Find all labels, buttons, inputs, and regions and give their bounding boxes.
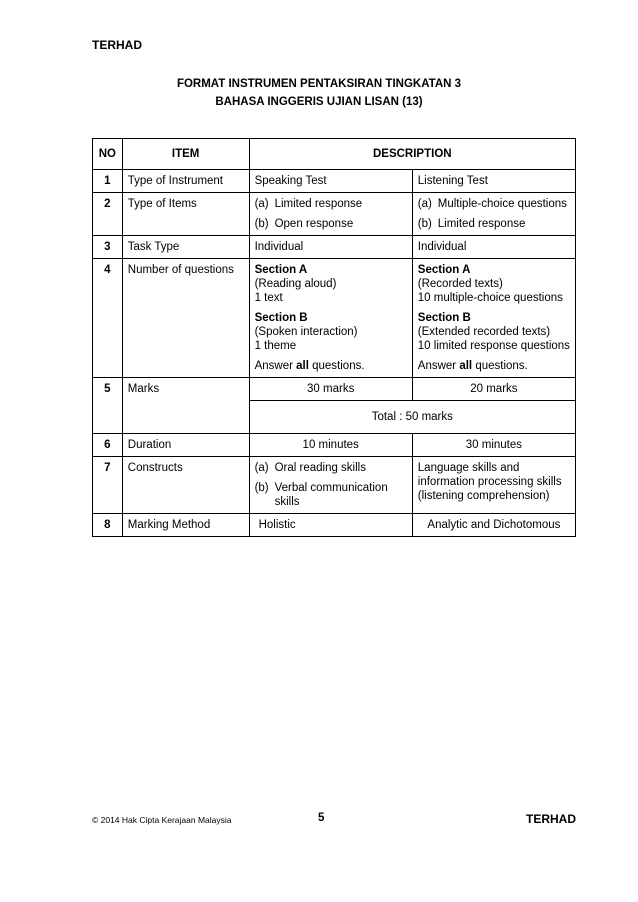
- row-speaking: [249, 193, 412, 236]
- row-item: Duration: [122, 434, 249, 457]
- row-number: 7: [93, 457, 123, 514]
- row-speaking: 10 minutes: [249, 434, 412, 457]
- row-number: 1: [93, 170, 123, 193]
- section-a-heading: Section A: [254, 264, 308, 276]
- row-item: Marking Method: [122, 514, 249, 537]
- header-classification: TERHAD: [92, 38, 142, 52]
- row-item: Type of Instrument: [122, 170, 249, 193]
- row-listening: [412, 193, 575, 236]
- table-row: [93, 514, 576, 537]
- row-listening: Individual: [412, 236, 575, 259]
- row-number: 5: [93, 378, 123, 434]
- row-item: Type of Items: [122, 193, 249, 236]
- table-row: [93, 193, 576, 236]
- table-row: [93, 434, 576, 457]
- document-title: FORMAT INSTRUMEN PENTAKSIRAN TINGKATAN 3: [176, 78, 462, 90]
- header-description: DESCRIPTION: [249, 139, 575, 170]
- table-row: [93, 457, 576, 514]
- list-item: (b) Verbal communication skills: [254, 482, 388, 508]
- row-number: 6: [93, 434, 123, 457]
- row-number: 3: [93, 236, 123, 259]
- row-speaking: Holistic: [249, 514, 412, 537]
- footer-classification: TERHAD: [526, 812, 576, 826]
- table-row: [93, 236, 576, 259]
- row-listening: Section A (Recorded texts) 10 multiple-choice questions Section B (Extended recorded texts) 10 limited response questions Answer all questions.: [412, 259, 575, 378]
- answer-instruction: Answer all questions.: [417, 360, 528, 372]
- list-item: (a) Oral reading skills: [254, 462, 366, 474]
- list-item: (a) Multiple-choice questions: [417, 198, 567, 210]
- table-row: [93, 170, 576, 193]
- row-item: Constructs: [122, 457, 249, 514]
- row-speaking: 30 marks: [249, 378, 412, 401]
- row-number: 2: [93, 193, 123, 236]
- row-listening: Language skills and information processing skills (listening comprehension): [412, 457, 575, 514]
- list-item: (a) Limited response: [254, 198, 363, 210]
- table-row: [93, 259, 576, 378]
- list-item: (b) Open response: [254, 218, 354, 230]
- table-header-row: [93, 139, 576, 170]
- total-marks: Total : 50 marks: [249, 401, 575, 434]
- row-listening: Analytic and Dichotomous: [412, 514, 575, 537]
- row-number: 4: [93, 259, 123, 378]
- row-listening: 30 minutes: [412, 434, 575, 457]
- section-b-heading: Section B: [417, 312, 471, 324]
- row-speaking: Speaking Test: [249, 170, 412, 193]
- table-row: [93, 378, 576, 401]
- answer-instruction: Answer all questions.: [254, 360, 365, 372]
- row-number: 8: [93, 514, 123, 537]
- row-listening: 20 marks: [412, 378, 575, 401]
- document-subtitle: BAHASA INGGERIS UJIAN LISAN (13): [215, 96, 423, 108]
- section-a-heading: Section A: [417, 264, 471, 276]
- format-table: [92, 138, 576, 537]
- row-listening: Listening Test: [412, 170, 575, 193]
- page-number: 5: [318, 812, 325, 824]
- header-no: NO: [93, 139, 123, 170]
- list-item: (b) Limited response: [417, 218, 526, 230]
- row-speaking: [249, 457, 412, 514]
- row-item: Number of questions: [122, 259, 249, 378]
- section-b-heading: Section B: [254, 312, 308, 324]
- footer-copyright: © 2014 Hak Cipta Kerajaan Malaysia: [92, 815, 232, 825]
- row-item: Task Type: [122, 236, 249, 259]
- row-speaking: Individual: [249, 236, 412, 259]
- header-item: ITEM: [122, 139, 249, 170]
- row-item: Marks: [122, 378, 249, 434]
- row-speaking: Section A (Reading aloud) 1 text Section B (Spoken interaction) 1 theme Answer all questions.: [249, 259, 412, 378]
